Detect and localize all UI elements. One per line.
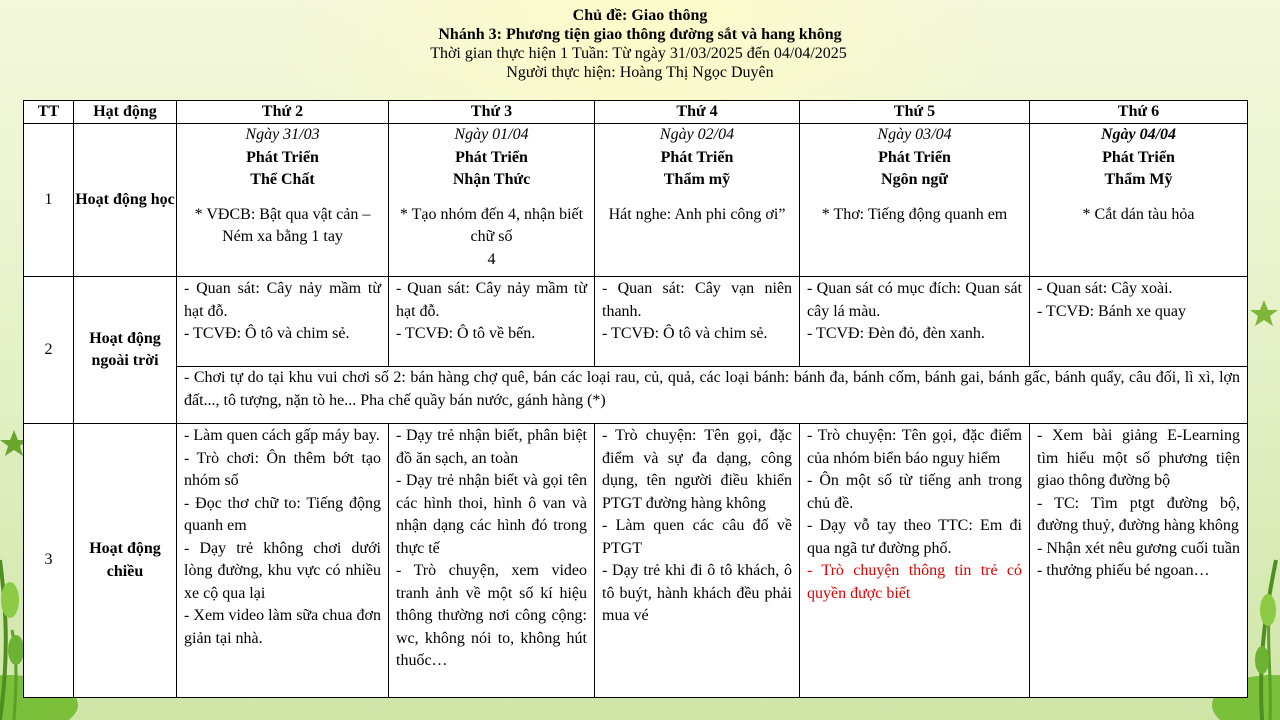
outdoor-cell-tuesday xyxy=(389,277,595,367)
outdoor-game: - TCVĐ: Bánh xe quay xyxy=(1037,302,1187,320)
duration-line: Thời gian thực hiện 1 Tuần: Từ ngày 31/03/2025 đến 04/04/2025 xyxy=(430,45,847,62)
header-tuesday: Thứ 3 xyxy=(389,101,595,124)
afternoon-item: - Nhận xét nêu gương cuối tuần - thưởng phiếu bé ngoan… xyxy=(1037,539,1240,579)
afternoon-item: - Dạy trẻ nhận biết, phân biệt đồ ăn sạch, an toàn xyxy=(396,427,587,467)
outdoor-observation: - Quan sát: Cây vạn niên thanh. xyxy=(602,280,792,320)
topic-title: Chủ đề: Giao thông xyxy=(572,7,708,24)
branch-title: Nhánh 3: Phương tiện giao thông đường sắt và hang không xyxy=(438,26,842,43)
activity-label: Hoạt động chiều xyxy=(74,424,177,698)
table-row xyxy=(24,124,1248,277)
lesson-subject: Phát Triển xyxy=(246,148,319,166)
afternoon-cell-tuesday xyxy=(389,424,595,698)
lesson-date: Ngày 31/03 xyxy=(245,126,320,143)
afternoon-item: - Làm quen các câu đố về PTGT xyxy=(602,517,792,557)
afternoon-item: - Xem bài giảng E-Learning tìm hiểu một số phương tiện giao thông đường bộ xyxy=(1037,427,1240,489)
lesson-subject-area: Thể Chất xyxy=(250,171,315,188)
lesson-cell-friday xyxy=(1030,124,1248,277)
header-friday: Thứ 6 xyxy=(1030,101,1248,124)
lesson-subject-area: Thẩm mỹ xyxy=(663,171,731,188)
lesson-subject: Phát Triển xyxy=(660,148,734,166)
lesson-content: Hát nghe: Anh phi công ơi” xyxy=(608,205,786,223)
lesson-subject-area: Ngôn ngữ xyxy=(881,171,948,188)
outdoor-game: - TCVĐ: Ô tô và chim sẻ. xyxy=(602,325,768,342)
outdoor-cell-thursday xyxy=(800,277,1030,367)
afternoon-cell-wednesday xyxy=(595,424,800,698)
row-number: 2 xyxy=(24,277,74,424)
lesson-content-extra: 4 xyxy=(487,250,496,268)
outdoor-free-play-cell: - Chơi tự do tại khu vui chơi số 2: bán hàng chợ quê, bán các loại rau, củ, quả, các loại bánh: bánh đa, bánh cốm, bánh gai, bánh gấc, bánh quẩy, câu đối, lì xì, lợn đất..., tô tượng, nặn tò he... Pha chế quầy bán nước, gánh hàng (*) xyxy=(177,367,1248,424)
lesson-content: * VĐCB: Bật qua vật cản – Ném xa bằng 1 tay xyxy=(194,205,371,245)
lesson-subject-area: Nhận Thức xyxy=(452,171,531,188)
table-header-row xyxy=(24,101,1248,124)
table-row xyxy=(24,277,1248,367)
lesson-subject: Phát Triển xyxy=(1102,148,1175,166)
outdoor-game: - TCVĐ: Ô tô về bến. xyxy=(396,325,536,342)
outdoor-observation: - Quan sát: Cây xoài. xyxy=(1037,280,1173,297)
afternoon-item: - Trò chơi: Ôn thêm bớt tạo nhóm số xyxy=(184,449,381,489)
outdoor-cell-wednesday xyxy=(595,277,800,367)
lesson-content: * Tạo nhóm đến 4, nhận biết chữ số xyxy=(399,205,584,245)
activity-label: Hoạt động ngoài trời xyxy=(74,277,177,424)
header-tt: TT xyxy=(24,101,74,124)
afternoon-item: - Xem video làm sữa chua đơn giản tại nhà. xyxy=(184,607,381,647)
afternoon-cell-friday xyxy=(1030,424,1248,698)
afternoon-item: - Trò chuyện: Tên gọi, đặc điểm và sự đa dạng, công dụng, tên người điều khiển PTGT đường hàng không xyxy=(602,427,792,512)
row-number: 1 xyxy=(24,124,74,277)
lesson-cell-tuesday xyxy=(389,124,595,277)
outdoor-observation: - Quan sát: Cây nảy mầm từ hạt đỗ. xyxy=(184,280,381,320)
outdoor-game: - TCVĐ: Đèn đỏ, đèn xanh. xyxy=(807,325,985,342)
afternoon-item: - Dạy vỗ tay theo TTC: Em đi qua ngã tư đường phố. xyxy=(807,517,1022,557)
outdoor-cell-friday xyxy=(1030,277,1248,367)
lesson-subject-area: Thẩm Mỹ xyxy=(1104,171,1173,188)
header-monday: Thứ 2 xyxy=(177,101,389,124)
afternoon-cell-thursday xyxy=(800,424,1030,698)
outdoor-observation: - Quan sát: Cây nảy mầm từ hạt đỗ. xyxy=(396,280,587,320)
document-header xyxy=(0,6,1280,82)
outdoor-cell-monday xyxy=(177,277,389,367)
afternoon-item: - Trò chuyện: Tên gọi, đặc điểm của nhóm biển báo nguy hiểm xyxy=(807,427,1022,467)
lesson-subject: Phát Triển xyxy=(878,148,951,166)
lesson-cell-wednesday xyxy=(595,124,800,277)
afternoon-cell-monday xyxy=(177,424,389,698)
lesson-content: * Thơ: Tiếng động quanh em xyxy=(821,205,1008,223)
afternoon-item: - Ôn một số từ tiếng anh trong chủ đề. xyxy=(807,472,1022,512)
lesson-subject: Phát Triển xyxy=(455,148,528,166)
header-thursday: Thứ 5 xyxy=(800,101,1030,124)
afternoon-item-highlighted: - Trò chuyện thông tin trẻ có quyền được biết xyxy=(807,562,1022,602)
table-row xyxy=(24,424,1248,698)
afternoon-item: - Dạy trẻ không chơi dưới lòng đường, khu vực có nhiều xe cộ qua lại xyxy=(184,539,381,602)
lesson-date: Ngày 03/04 xyxy=(877,126,952,143)
afternoon-item: - Trò chuyện, xem video tranh ảnh về một số kí hiệu thông thường nơi công cộng: wc, không nói to, không hút thuốc… xyxy=(396,562,587,669)
afternoon-item: - Đọc thơ chữ to: Tiếng động quanh em xyxy=(184,494,381,534)
activity-label: Hoạt động học xyxy=(74,124,177,277)
lesson-date: Ngày 04/04 xyxy=(1100,126,1177,143)
afternoon-item: - Dạy trẻ khi đi ô tô khách, ô tô buýt, hành khách đều phải mua vé xyxy=(602,562,792,624)
lesson-cell-monday xyxy=(177,124,389,277)
weekly-plan-table xyxy=(23,100,1248,698)
lesson-content: * Cắt dán tàu hỏa xyxy=(1082,205,1195,223)
outdoor-observation: - Quan sát có mục đích: Quan sát cây lá màu. xyxy=(807,280,1022,320)
lesson-cell-thursday xyxy=(800,124,1030,277)
lesson-date: Ngày 01/04 xyxy=(454,126,529,143)
outdoor-game: - TCVĐ: Ô tô và chim sẻ. xyxy=(184,325,350,342)
header-activity: Hạt động xyxy=(74,101,177,124)
afternoon-item: - Làm quen cách gấp máy bay. xyxy=(184,427,380,444)
lesson-date: Ngày 02/04 xyxy=(659,126,735,143)
table-row xyxy=(24,367,1248,424)
row-number: 3 xyxy=(24,424,74,698)
afternoon-item: - TC: Tìm ptgt đường bộ, đường thuỷ, đường hàng không xyxy=(1037,494,1240,534)
header-wednesday: Thứ 4 xyxy=(595,101,800,124)
teacher-line: Người thực hiện: Hoàng Thị Ngọc Duyên xyxy=(506,64,774,81)
afternoon-item: - Dạy trẻ nhận biết và gọi tên các hình thoi, hình ô van và nhận dạng các hình đó trong thực tế xyxy=(396,472,587,557)
